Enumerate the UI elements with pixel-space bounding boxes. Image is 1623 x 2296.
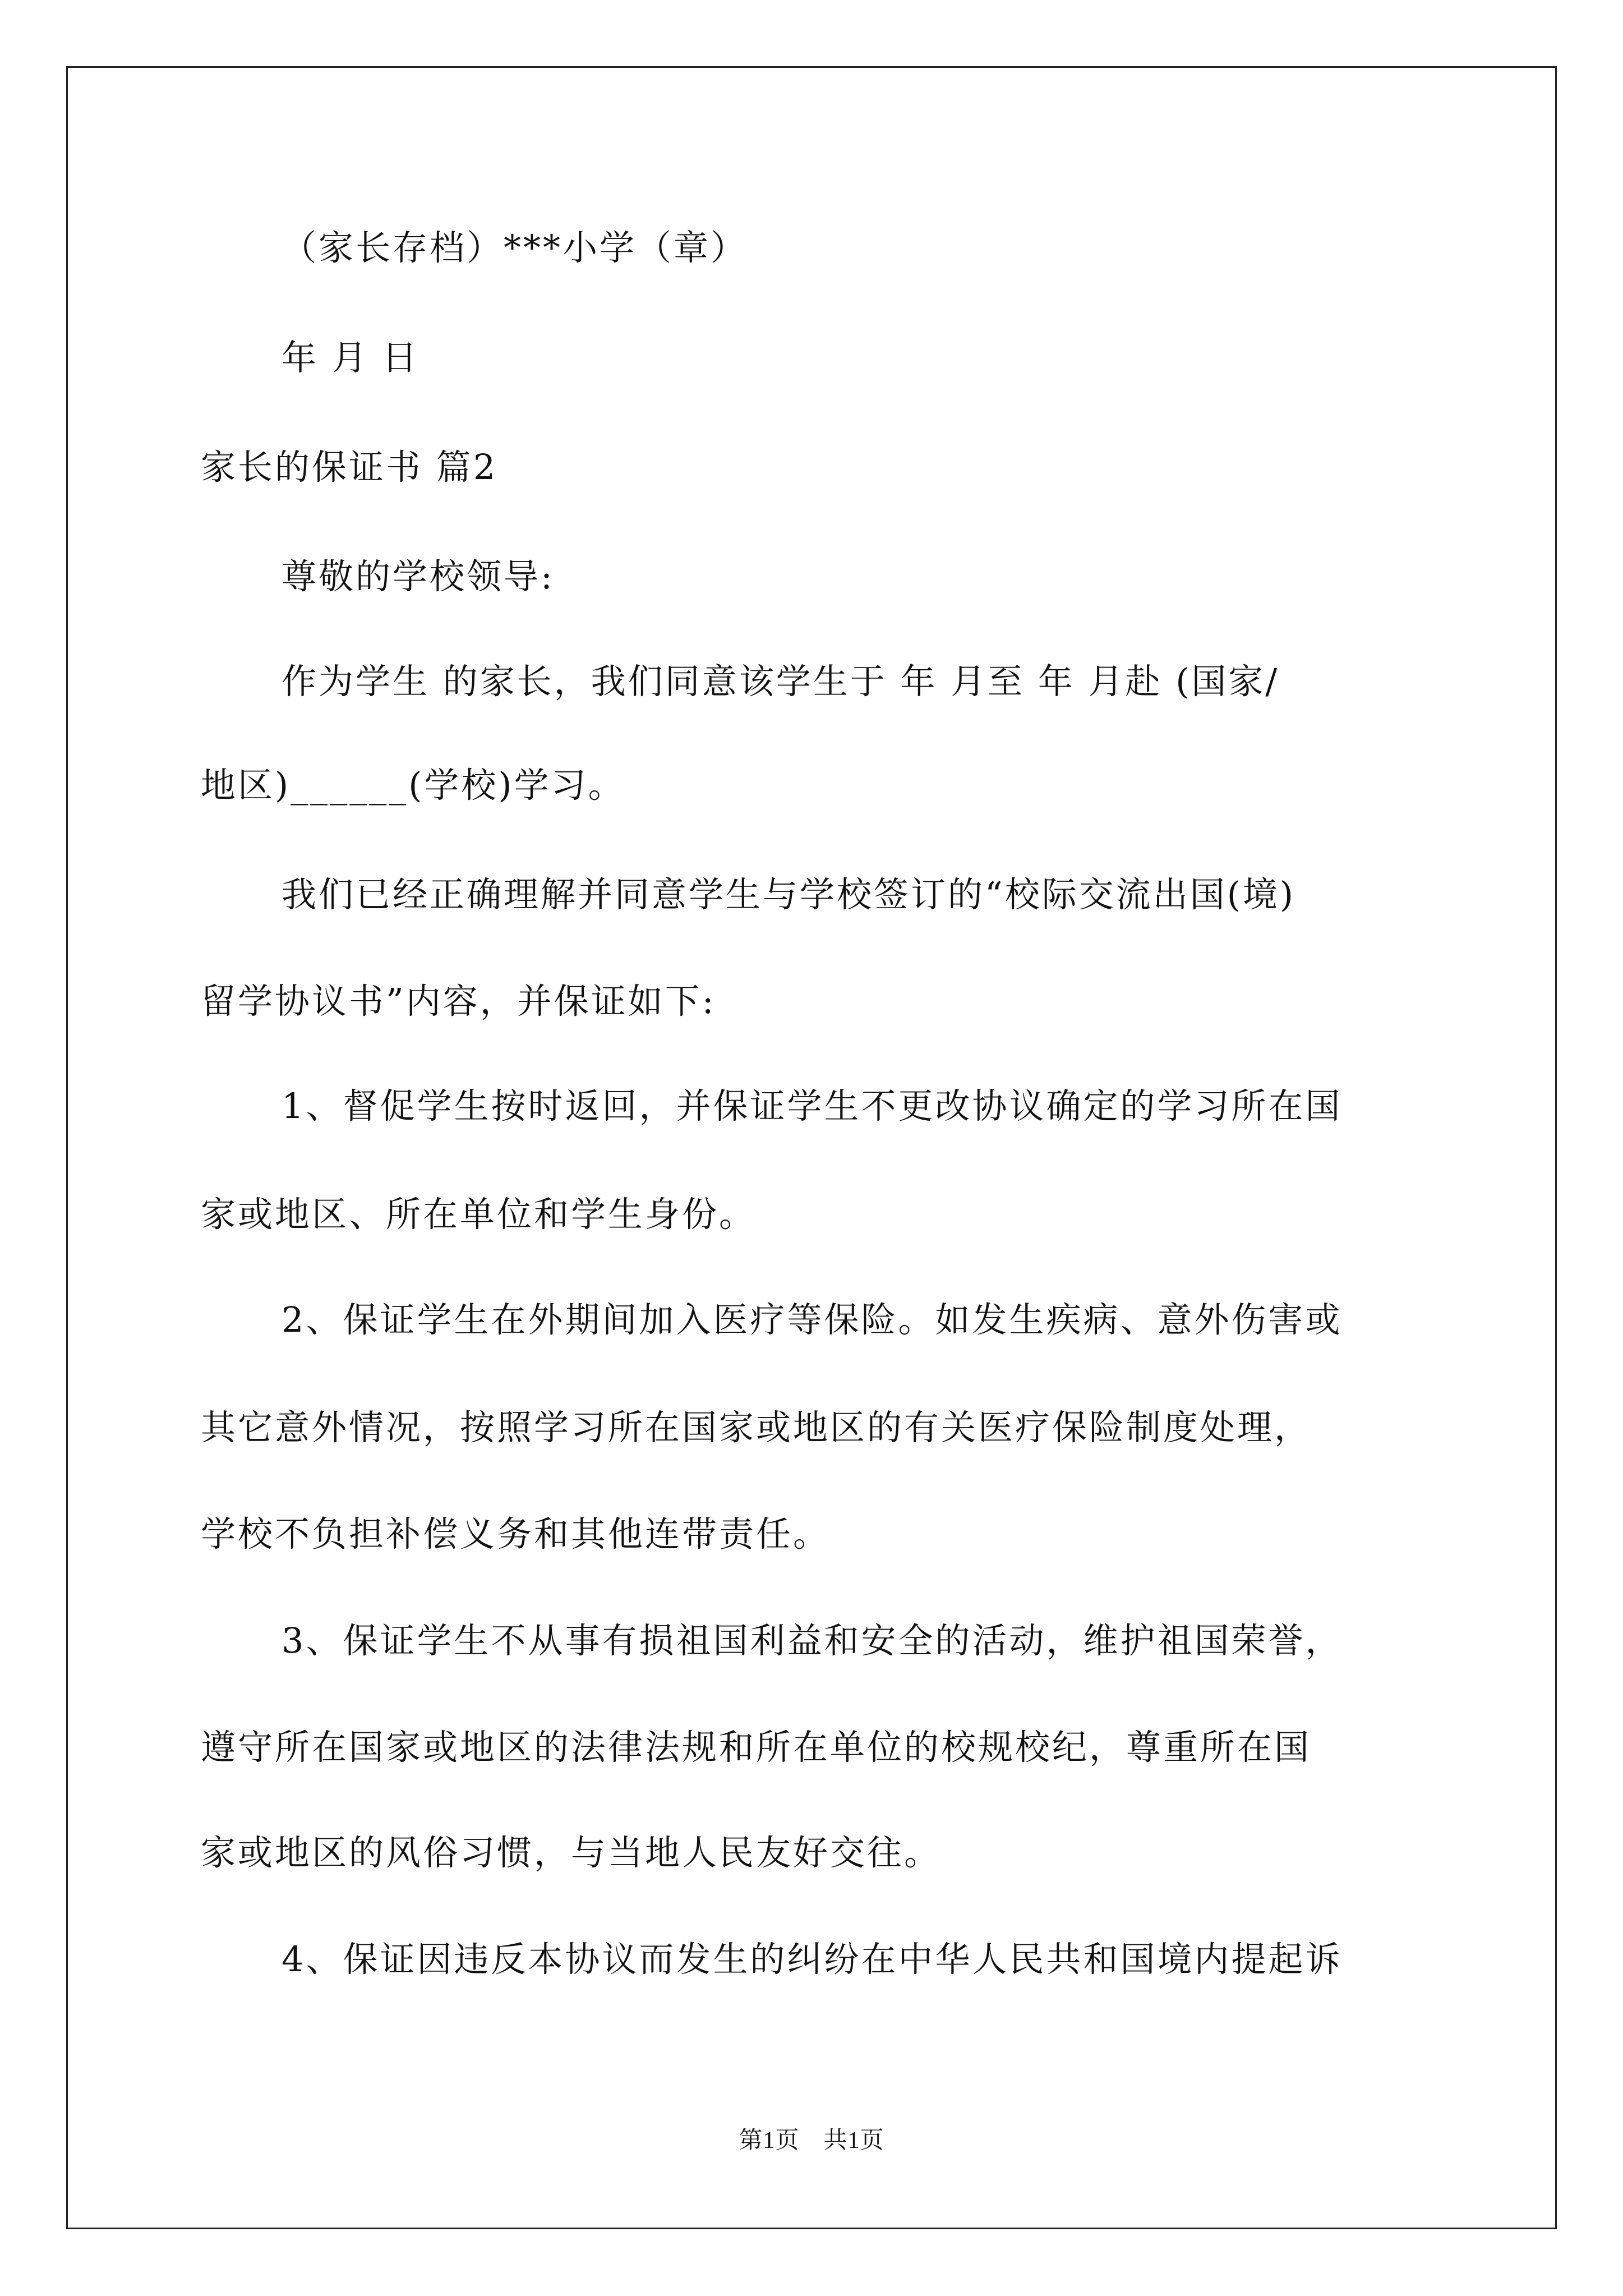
page-border: [66, 66, 1557, 2229]
item-2-line-2: 其它意外情况，按照学习所在国家或地区的有关医疗保险制度处理，: [201, 1407, 1312, 1448]
paragraph-2-line-2: 留学协议书”内容，并保证如下:: [201, 981, 716, 1022]
paragraph-2-line-1: 我们已经正确理解并同意学生与学校签订的“校际交流出国(境): [282, 874, 1296, 915]
item-3-line-1: 3、保证学生不从事有损祖国利益和安全的活动，维护祖国荣誉，: [282, 1620, 1343, 1661]
section-heading: 家长的保证书 篇2: [201, 447, 498, 487]
item-2-line-1: 2、保证学生在外期间加入医疗等保险。如发生疾病、意外伤害或: [282, 1299, 1343, 1340]
item-1-line-1: 1、督促学生按时返回，并保证学生不更改协议确定的学习所在国: [282, 1085, 1343, 1126]
item-1-line-2: 家或地区、所在单位和学生身份。: [201, 1194, 757, 1235]
item-2-line-3: 学校不负担补偿义务和其他连带责任。: [201, 1513, 831, 1554]
paragraph-1-line-1: 作为学生 的家长，我们同意该学生于 年 月至 年 月赴 (国家/: [282, 661, 1280, 702]
item-4-line-1: 4、保证因违反本协议而发生的纠纷在中华人民共和国境内提起诉: [282, 1939, 1343, 1980]
date-line: 年 月 日: [282, 337, 419, 378]
archive-stamp-line: （家长存档）***小学（章）: [282, 227, 748, 268]
page-number-footer: 第1页 共1页: [739, 2128, 884, 2154]
paragraph-1-line-2: 地区)______(学校)学习。: [201, 765, 625, 806]
salutation: 尊敬的学校领导:: [282, 556, 555, 597]
item-3-line-3: 家或地区的风俗习惯，与当地人民友好交往。: [201, 1832, 942, 1873]
item-3-line-2: 遵守所在国家或地区的法律法规和所在单位的校规校纪，尊重所在国: [201, 1727, 1312, 1768]
